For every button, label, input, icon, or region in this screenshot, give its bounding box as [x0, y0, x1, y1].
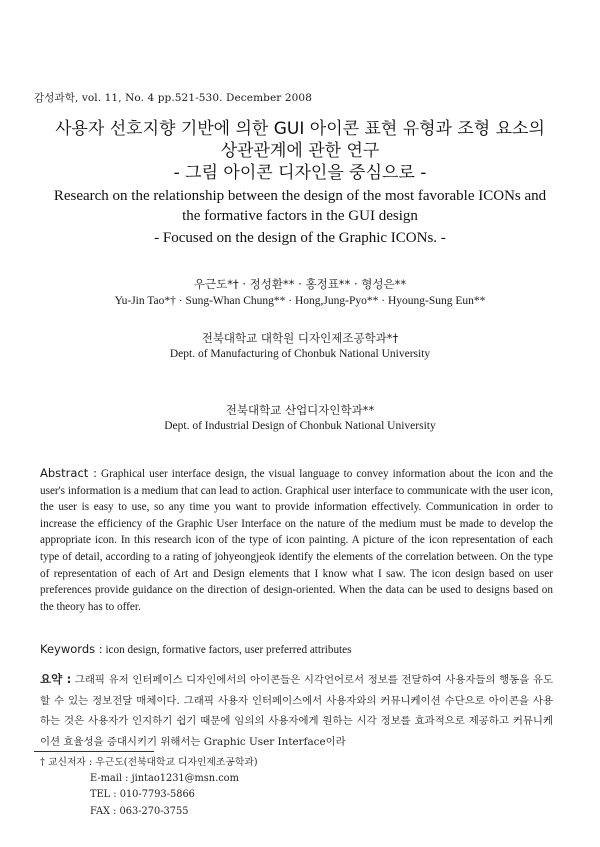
title-english-line-1: Research on the relationship between the design of the most favorable ICONs and — [53, 188, 547, 204]
title-korean-subtitle: - 그림 아이콘 디자인을 중심으로 - — [173, 163, 427, 183]
summary-label: 요약 : — [40, 672, 72, 686]
keywords — [40, 641, 553, 658]
journal-citation: 감성과학, vol. 11, No. 4 pp.521-530. December 2008 — [34, 92, 312, 104]
affiliation-1-english: Dept. of Manufacturing of Chonbuk National University — [169, 348, 431, 360]
affiliation-1-korean: 전북대학교 대학원 디자인제조공학과*† — [201, 331, 399, 345]
authors-english: Yu-Jin Tao*† · Sung-Whan Chung** · Hong,Jung-Pyo** · Hyoung-Sung Eun** — [114, 295, 486, 307]
title-korean-line-1: 사용자 선호지향 기반에 의한 GUI 아이콘 표현 유형과 조형 요소의 — [55, 119, 545, 139]
korean-summary — [40, 669, 553, 752]
authors-korean: 우근도*† · 정성환** · 홍정표** · 형성은** — [193, 277, 407, 291]
affiliation-2-english: Dept. of Industrial Design of Chonbuk National University — [164, 420, 436, 432]
title-english-line-2: the formative factors in the GUI design — [182, 208, 418, 224]
summary-text: 그래픽 유저 인터페이스 디자인에서의 아이콘들은 시각언어로서 정보를 전달하여 사용자들의 행동을 유도할 수 있는 정보전달 매체이다. 그래픽 사용자 인터페이스에서 사용자와의 커뮤니케이션 수단으로 아이콘을 사용하는 것은 사용자가 인지하기 쉽기 때문에 임의의 사용자에게 원하는 시각 정보를 효과적으로 제공하고 커뮤니케이션 효율성을 증대시키기 위해서는 Graphic User Interface이라 — [40, 674, 553, 748]
abstract-text: Graphical user interface design, the visual language to convey information about the icon and the user's information is a medium that can lead to action. Graphical user interface to communicate with the user icon, the user is easy to use, so any time you want to provide information effectively. Communication in order to increase the efficiency of the Graphic User Interface on the nature of the medium must be made to develop the appropriate icon. In this research icon of the type of icon painting. A picture of the icon representation of each type of detail, according to a rating of johyeongjeok identify the elements of the correlation between. On the type of representation of each of Art and Design elements that I know what I saw. The icon design based on user preferences provide guidance on the direction of design-oriented. When the data can be used to designs based on the theory has to offer. — [40, 468, 554, 613]
footnote-tel: TEL : 010-7793-5866 — [90, 789, 195, 801]
title-english-subtitle: - Focused on the design of the Graphic ICONs. - — [154, 230, 446, 246]
keywords-text: icon design, formative factors, user preferred attributes — [105, 644, 352, 656]
abstract — [40, 465, 553, 615]
footnote-email: E-mail : jintao1231@msn.com — [90, 773, 239, 785]
title-korean-line-2: 상관관계에 관한 연구 — [220, 141, 380, 161]
affiliation-2-korean: 전북대학교 산업디자인학과** — [225, 403, 375, 417]
footnote-author: † 교신저자 : 우근도(전북대학교 디자인제조공학과) — [40, 757, 258, 768]
abstract-label: Abstract : — [40, 466, 98, 480]
keywords-label: Keywords : — [40, 642, 103, 656]
footnote-fax: FAX : 063-270-3755 — [90, 805, 189, 817]
corresponding-author-footnote — [40, 755, 258, 820]
footnote-divider — [34, 751, 154, 752]
